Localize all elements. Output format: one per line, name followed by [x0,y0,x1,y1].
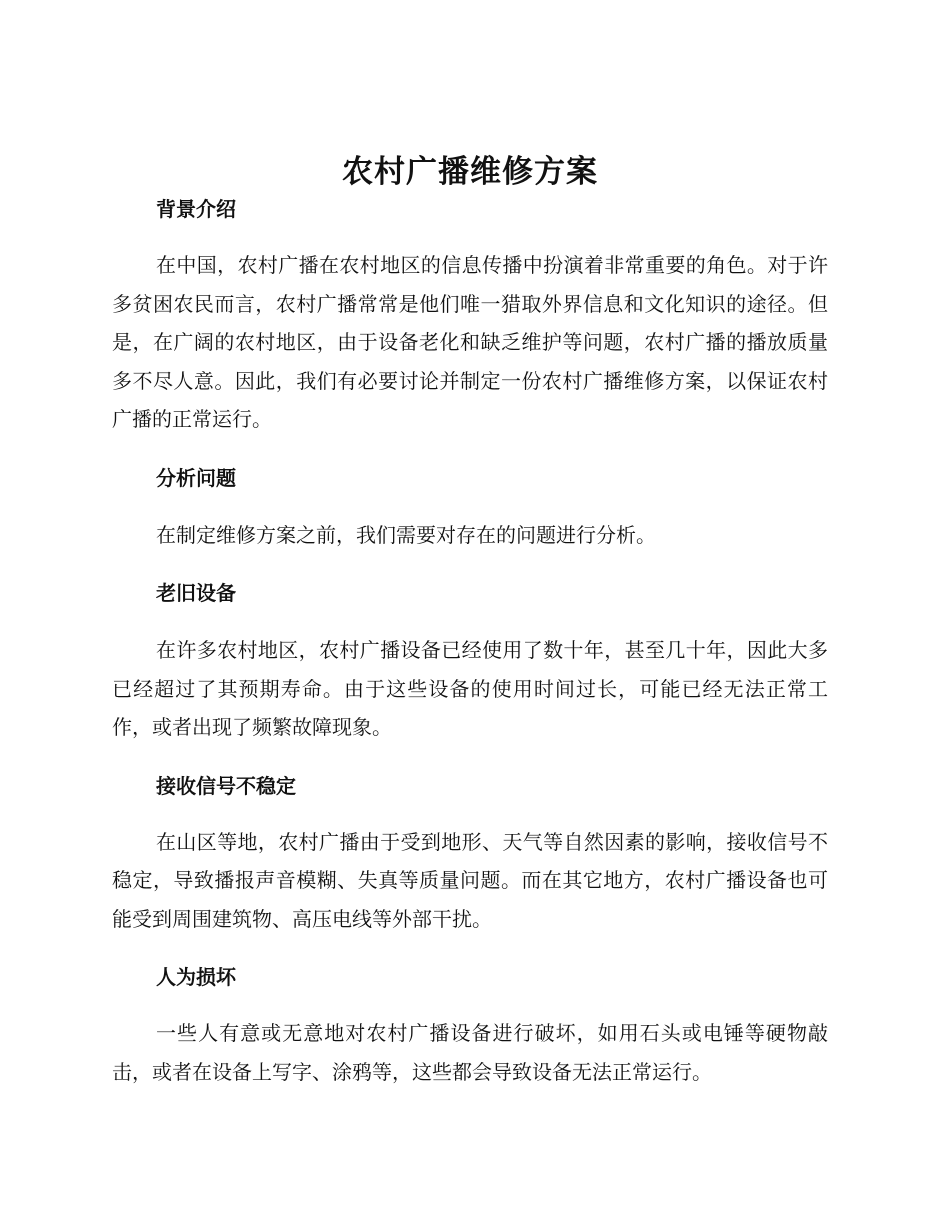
section-unstable-signal [112,771,828,939]
section-human-damage [112,962,828,1091]
section-heading: 人为损坏 [156,965,236,989]
section-heading: 分析问题 [156,465,236,490]
section-paragraph: 一些人有意或无意地对农村广播设备进行破坏，如用石头或电锤等硬物敲击，或者在设备上写字、涂鸦等，这些都会导致设备无法正常运行。 [112,1021,828,1084]
section-heading: 背景介绍 [156,197,236,221]
section-old-equipment [112,578,828,747]
section-paragraph: 在许多农村地区，农村广播设备已经使用了数十年，甚至几十年，因此大多已经超过了其预期寿命。由于这些设备的使用时间过长，可能已经无法正常工作，或者出现了频繁故障现象。 [112,638,828,739]
section-heading: 老旧设备 [156,581,236,605]
document-title: 农村广播维修方案 [342,154,598,190]
section-paragraph: 在制定维修方案之前，我们需要对存在的问题进行分析。 [156,522,656,547]
section-paragraph: 在山区等地，农村广播由于受到地形、天气等自然因素的影响，接收信号不稳定，导致播报声音模糊、失真等质量问题。而在其它地方，农村广播设备也可能受到周围建筑物、高压电线等外部干扰。 [112,829,828,931]
section-background [112,194,828,439]
section-paragraph: 在中国，农村广播在农村地区的信息传播中扮演着非常重要的角色。对于许多贫困农民而言，农村广播常常是他们唯一猎取外界信息和文化知识的途径。但是，在广阔的农村地区，由于设备老化和缺乏维护等问题，农村广播的播放质量多不尽人意。因此，我们有必要讨论并制定一份农村广播维修方案，以保证农村广播的正常运行。 [112,253,828,431]
section-analysis [112,463,828,555]
section-heading: 接收信号不稳定 [156,773,296,798]
